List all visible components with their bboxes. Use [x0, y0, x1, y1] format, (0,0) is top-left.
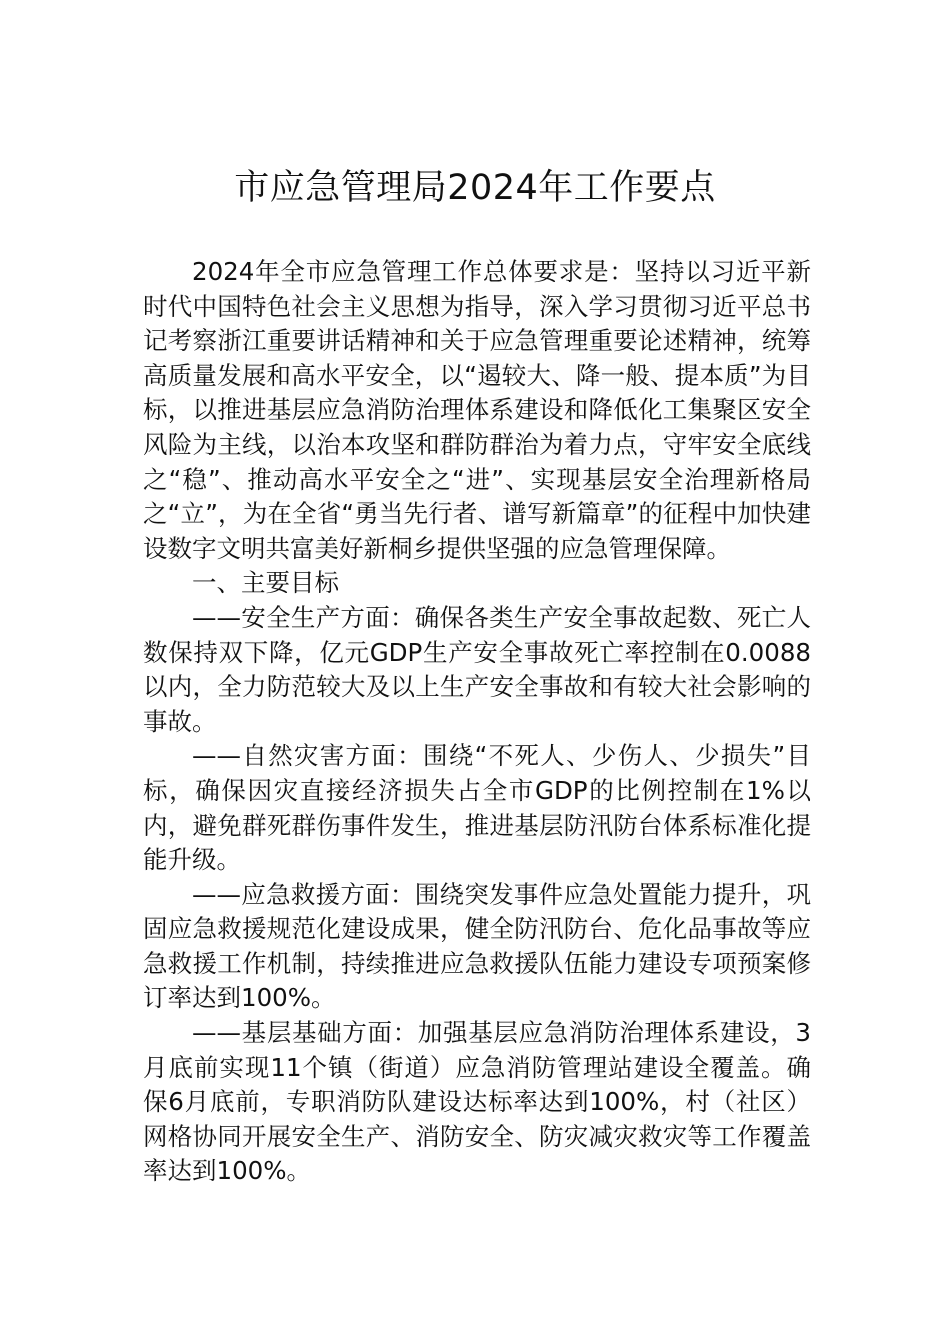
paragraph-overall-requirements: 2024年全市应急管理工作总体要求是：坚持以习近平新时代中国特色社会主义思想为指导，深入学习贯彻习近平总书记考察浙江重要讲话精神和关于应急管理重要论述精神，统筹高质量发展和高水平安全，以“遏较大、降一般、提本质”为目标，以推进基层应急消防治理体系建设和降低化工集聚区安全风险为主线，以治本攻坚和群防群治为着力点，守牢安全底线之“稳”、推动高水平安全之“进”、实现基层安全治理新格局之“立”，为在全省“勇当先行者、谱写新篇章”的征程中加快建设数字文明共富美好新桐乡提供坚强的应急管理保障。 [143, 257, 811, 563]
paragraph-natural-disasters: ——自然灾害方面：围绕“不死人、少伤人、少损失”目标，确保因灾直接经济损失占全市GDP的比例控制在1%以内，避免群死群伤事件发生，推进基层防汛防台体系标准化提能升级。 [143, 741, 811, 875]
document-body [143, 255, 811, 1189]
document-title: 市应急管理局2024年工作要点 [234, 168, 716, 208]
paragraph-production-safety: ——安全生产方面：确保各类生产安全事故起数、死亡人数保持双下降，亿元GDP生产安全事故死亡率控制在0.0088以内，全力防范较大及以上生产安全事故和有较大社会影响的事故。 [143, 602, 811, 736]
paragraph-emergency-rescue: ——应急救援方面：围绕突发事件应急处置能力提升，巩固应急救援规范化建设成果，健全防汛防台、危化品事故等应急救援工作机制，持续推进应急救援队伍能力建设专项预案修订率达到100%。 [143, 879, 811, 1013]
section-heading-main-goals: 一、主要目标 [192, 568, 339, 598]
paragraph-grassroots-foundation: ——基层基础方面：加强基层应急消防治理体系建设，3月底前实现11个镇（街道）应急消防管理站建设全覆盖。确保6月底前，专职消防队建设达标率达到100%，村（社区）网格协同开展安全生产、消防安全、防灾减灾救灾等工作覆盖率达到100%。 [143, 1018, 811, 1186]
